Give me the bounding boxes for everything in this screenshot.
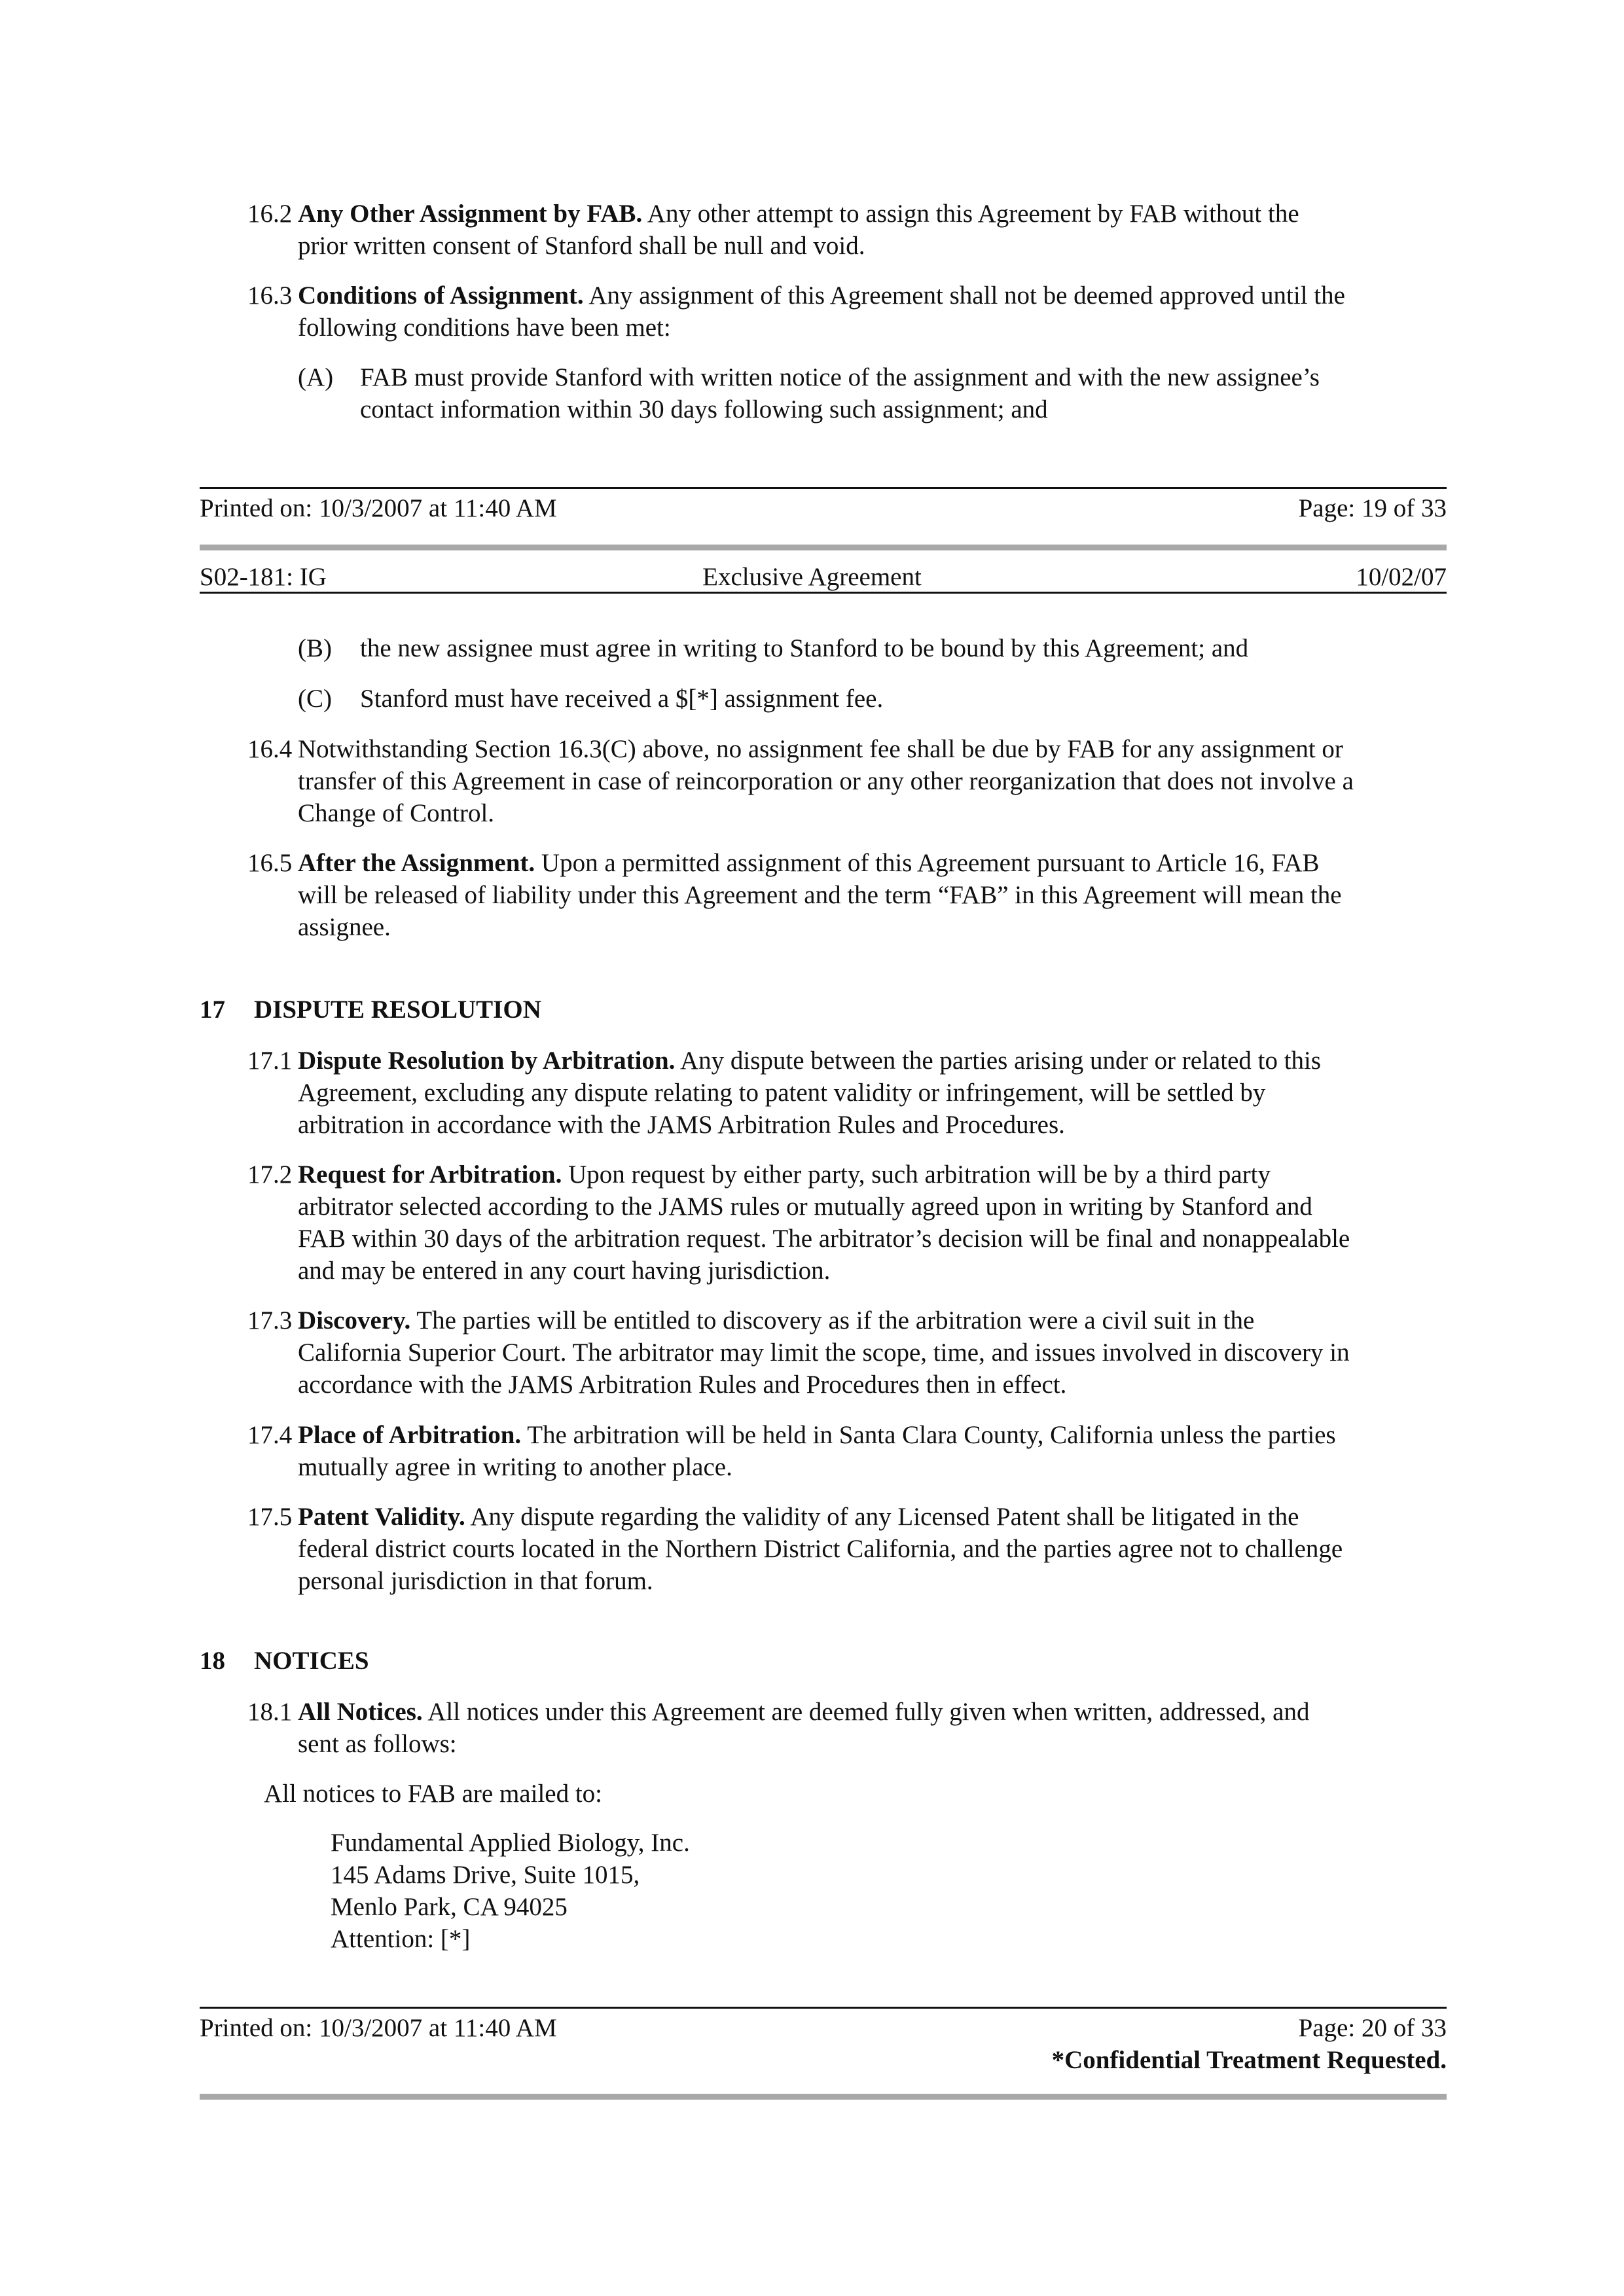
footer-rule — [200, 2007, 1447, 2009]
section-lead: After the Assignment. — [298, 849, 535, 877]
section-number: 18.1 — [247, 1698, 293, 1726]
subsection-a-line-2: contact information within 30 days following such assignment; and — [360, 395, 1048, 423]
section-16-2-line-2: prior written consent of Stanford shall be null and void. — [298, 232, 865, 260]
section-16-2-line-1 — [298, 198, 1299, 230]
subsection-a-line-1: FAB must provide Stanford with written notice of the assignment and with the new assignee’s — [360, 363, 1320, 391]
section-text: Any dispute regarding the validity of any Licensed Patent shall be litigated in the — [465, 1503, 1299, 1531]
section-text: Any assignment of this Agreement shall not be deemed approved until the — [583, 281, 1345, 310]
subsection-label: (A) — [298, 363, 334, 391]
address-line: 145 Adams Drive, Suite 1015, — [331, 1861, 640, 1889]
section-17-1-line-3: arbitration in accordance with the JAMS Arbitration Rules and Procedures. — [298, 1111, 1065, 1139]
section-17-5-line-2: federal district courts located in the Northern District California, and the parties agree not to challenge — [298, 1535, 1343, 1563]
header-date: 10/02/07 — [1356, 563, 1447, 591]
footer-printed-on: Printed on: 10/3/2007 at 11:40 AM — [200, 494, 557, 522]
section-number: 16.5 — [247, 849, 293, 877]
section-text: Upon a permitted assignment of this Agreement pursuant to Article 16, FAB — [535, 849, 1320, 877]
address-line: Menlo Park, CA 94025 — [331, 1893, 568, 1921]
section-text: Any other attempt to assign this Agreement by FAB without the — [642, 200, 1299, 228]
section-18-1-line-2: sent as follows: — [298, 1730, 457, 1758]
section-text: All notices under this Agreement are deemed fully given when written, addressed, and — [422, 1698, 1310, 1726]
footer-separator — [200, 545, 1447, 550]
address-line: Attention: [*] — [331, 1925, 471, 1953]
section-17-2-line-4: and may be entered in any court having jurisdiction. — [298, 1257, 831, 1285]
footer-page-number: Page: 19 of 33 — [1298, 494, 1447, 522]
section-number: 17.3 — [247, 1306, 293, 1335]
section-number: 16.2 — [247, 200, 293, 228]
footer-rule — [200, 487, 1447, 489]
heading-number: 18 — [200, 1647, 225, 1675]
section-17-5-line-1 — [298, 1501, 1299, 1533]
subsection-c-text: Stanford must have received a $[*] assignment fee. — [360, 685, 884, 713]
header-rule — [200, 592, 1447, 594]
section-16-5-line-3: assignee. — [298, 913, 391, 941]
subsection-label: (C) — [298, 685, 332, 713]
notices-intro: All notices to FAB are mailed to: — [264, 1780, 603, 1808]
section-16-3-line-1 — [298, 279, 1345, 312]
section-17-4-line-2: mutually agree in writing to another place. — [298, 1453, 732, 1481]
section-16-4-line-2: transfer of this Agreement in case of reincorporation or any other reorganization that does not involve a — [298, 767, 1354, 795]
section-number: 16.3 — [247, 281, 293, 310]
section-text: The parties will be entitled to discovery as if the arbitration were a civil suit in the — [410, 1306, 1255, 1335]
section-16-5-line-2: will be released of liability under this Agreement and the term “FAB” in this Agreement will mean the — [298, 881, 1342, 909]
section-lead: Discovery. — [298, 1306, 411, 1335]
header-title: Exclusive Agreement — [702, 563, 922, 591]
section-lead: All Notices. — [298, 1698, 423, 1726]
section-number: 17.4 — [247, 1421, 293, 1449]
section-16-4-line-3: Change of Control. — [298, 799, 495, 827]
section-lead: Dispute Resolution by Arbitration. — [298, 1047, 676, 1075]
section-text: Any dispute between the parties arising under or related to this — [675, 1047, 1322, 1075]
section-number: 16.4 — [247, 735, 293, 763]
subsection-label: (B) — [298, 634, 332, 662]
section-text: The arbitration will be held in Santa Clara County, California unless the parties — [521, 1421, 1336, 1449]
footer-page-number: Page: 20 of 33 — [1298, 2014, 1447, 2042]
section-number: 17.1 — [247, 1047, 293, 1075]
section-lead: Request for Arbitration. — [298, 1160, 562, 1189]
subsection-b-text: the new assignee must agree in writing to Stanford to be bound by this Agreement; and — [360, 634, 1249, 662]
section-17-1-line-1 — [298, 1045, 1321, 1077]
section-17-3-line-2: California Superior Court. The arbitrator may limit the scope, time, and issues involved in discovery in — [298, 1338, 1350, 1367]
footer-printed-on: Printed on: 10/3/2007 at 11:40 AM — [200, 2014, 557, 2042]
section-text: Upon request by either party, such arbitration will be by a third party — [562, 1160, 1271, 1189]
section-lead: Patent Validity. — [298, 1503, 465, 1531]
footer-separator — [200, 2094, 1447, 2100]
section-number: 17.2 — [247, 1160, 293, 1189]
section-17-2-line-2: arbitrator selected according to the JAMS rules or mutually agreed upon in writing by Stanford and — [298, 1193, 1312, 1221]
section-16-4-line-1: Notwithstanding Section 16.3(C) above, no assignment fee shall be due by FAB for any assignment or — [298, 735, 1343, 763]
section-17-3-line-1 — [298, 1304, 1254, 1336]
section-17-3-line-3: accordance with the JAMS Arbitration Rules and Procedures then in effect. — [298, 1371, 1067, 1399]
heading-number: 17 — [200, 996, 225, 1024]
section-17-2-line-3: FAB within 30 days of the arbitration request. The arbitrator’s decision will be final and nonappealable — [298, 1225, 1350, 1253]
section-lead: Place of Arbitration. — [298, 1421, 522, 1449]
section-16-5-line-1 — [298, 847, 1320, 879]
section-lead: Conditions of Assignment. — [298, 281, 584, 310]
section-17-1-line-2: Agreement, excluding any dispute relating to patent validity or infringement, will be settled by — [298, 1079, 1266, 1107]
header-document-id: S02-181: IG — [200, 563, 327, 591]
heading-dispute-resolution: DISPUTE RESOLUTION — [254, 996, 541, 1024]
section-16-3-line-2: following conditions have been met: — [298, 314, 671, 342]
section-17-2-line-1 — [298, 1158, 1271, 1191]
section-17-4-line-1 — [298, 1419, 1336, 1451]
confidential-notice: *Confidential Treatment Requested. — [1051, 2046, 1447, 2074]
section-17-5-line-3: personal jurisdiction in that forum. — [298, 1567, 653, 1595]
address-line: Fundamental Applied Biology, Inc. — [331, 1829, 690, 1857]
section-lead: Any Other Assignment by FAB. — [298, 200, 643, 228]
section-number: 17.5 — [247, 1503, 293, 1531]
section-18-1-line-1 — [298, 1696, 1309, 1728]
heading-notices: NOTICES — [254, 1647, 369, 1675]
